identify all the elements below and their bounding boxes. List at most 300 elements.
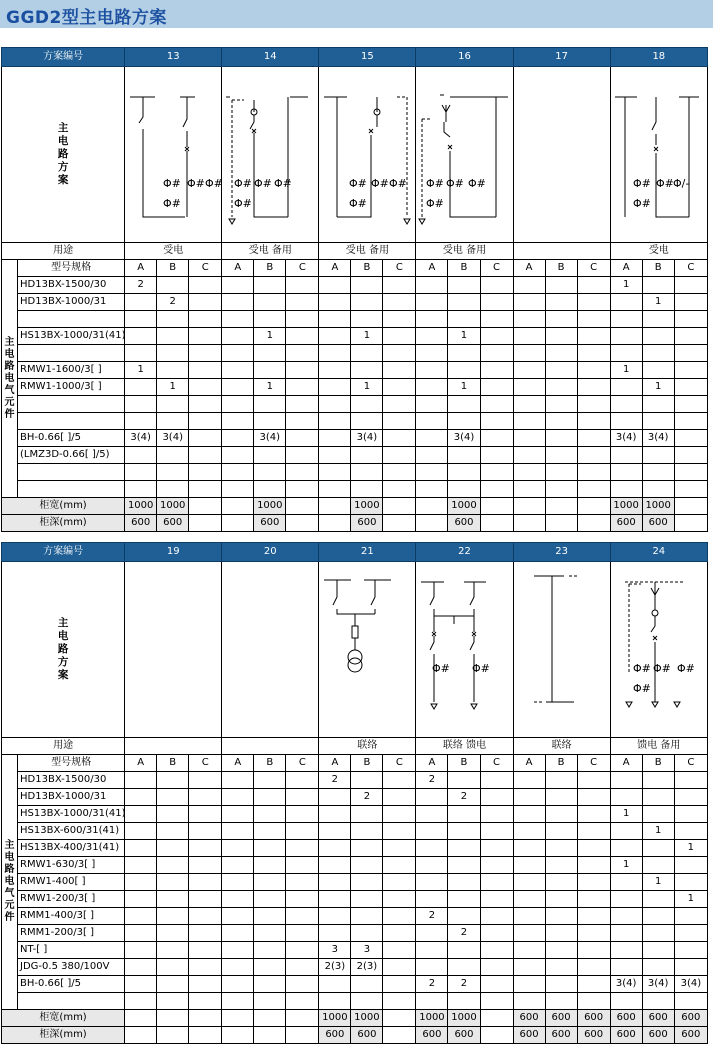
ct-symbol: Φ#	[468, 177, 487, 190]
cabinet-depth-value	[125, 1027, 157, 1044]
cabinet-depth-value: 600	[319, 1027, 351, 1044]
cabinet-depth-value: 600	[125, 515, 157, 532]
component-qty	[383, 481, 416, 498]
component-qty	[157, 362, 189, 379]
component-qty	[480, 942, 513, 959]
component-qty	[319, 311, 351, 328]
component-qty	[157, 277, 189, 294]
component-qty: 1	[254, 379, 286, 396]
component-qty	[254, 925, 286, 942]
component-qty	[189, 840, 222, 857]
phase-label: C	[674, 260, 707, 277]
component-qty	[545, 806, 577, 823]
component-qty	[416, 823, 448, 840]
component-qty	[642, 345, 674, 362]
phase-label: B	[351, 260, 383, 277]
component-qty	[254, 891, 286, 908]
component-qty: 1	[674, 840, 707, 857]
component-qty	[642, 277, 674, 294]
component-qty	[674, 857, 707, 874]
component-qty	[577, 328, 610, 345]
component-qty	[448, 840, 480, 857]
phase-header-row	[2, 260, 708, 277]
component-qty	[125, 925, 157, 942]
component-qty	[222, 430, 254, 447]
usage-value	[513, 243, 610, 260]
ct-symbol: Φ#	[632, 682, 651, 695]
cabinet-width-value: 1000	[351, 1010, 383, 1027]
circuit-diagram	[222, 67, 317, 239]
component-qty	[157, 993, 189, 1010]
component-qty	[286, 294, 319, 311]
component-qty	[254, 806, 286, 823]
component-qty	[351, 908, 383, 925]
terminal-symbol	[471, 704, 477, 709]
circuit-diagram-cell	[513, 562, 610, 738]
component-qty	[222, 311, 254, 328]
component-qty	[319, 789, 351, 806]
component-qty	[189, 447, 222, 464]
scheme-number-row	[2, 48, 708, 67]
circuit-diagram	[222, 562, 317, 734]
component-qty	[642, 840, 674, 857]
component-qty	[416, 379, 448, 396]
component-qty	[125, 379, 157, 396]
component-qty	[125, 840, 157, 857]
component-qty	[383, 908, 416, 925]
component-qty	[513, 447, 545, 464]
cabinet-depth-value	[416, 515, 448, 532]
component-qty	[383, 379, 416, 396]
component-qty	[642, 959, 674, 976]
component-qty	[610, 481, 642, 498]
phase-label: A	[513, 260, 545, 277]
component-qty	[577, 447, 610, 464]
cabinet-depth-value	[480, 1027, 513, 1044]
component-qty	[319, 328, 351, 345]
ct-symbol: Φ#	[234, 197, 253, 210]
component-qty	[610, 294, 642, 311]
component-qty	[513, 959, 545, 976]
circuit-diagram	[514, 67, 609, 239]
component-qty	[351, 481, 383, 498]
page-title-bar	[0, 0, 713, 28]
circuit-diagram	[611, 67, 706, 239]
component-qty: 1	[351, 379, 383, 396]
component-qty	[416, 464, 448, 481]
component-qty	[610, 413, 642, 430]
component-model	[18, 993, 125, 1010]
component-qty: 1	[642, 294, 674, 311]
component-qty	[319, 277, 351, 294]
ct-symbol: Φ#	[676, 662, 695, 675]
component-qty	[480, 464, 513, 481]
phase-label: A	[610, 260, 642, 277]
cabinet-depth-value	[189, 515, 222, 532]
phase-header-row	[2, 755, 708, 772]
component-qty	[577, 823, 610, 840]
cabinet-width-value: 1000	[448, 498, 480, 515]
component-qty	[513, 806, 545, 823]
component-qty	[480, 379, 513, 396]
component-qty	[189, 823, 222, 840]
usage-label: 用途	[2, 738, 125, 755]
component-qty	[513, 840, 545, 857]
component-qty	[383, 942, 416, 959]
circuit-line	[615, 97, 699, 217]
cabinet-width-label: 柜宽(mm)	[2, 1010, 125, 1027]
component-qty	[416, 925, 448, 942]
component-qty	[254, 447, 286, 464]
component-row	[2, 840, 708, 857]
scheme-number: 20	[222, 543, 319, 562]
component-qty	[610, 908, 642, 925]
component-qty	[416, 362, 448, 379]
phase-label: A	[319, 260, 351, 277]
scheme-number: 24	[610, 543, 707, 562]
scheme-number: 23	[513, 543, 610, 562]
component-row	[2, 413, 708, 430]
component-qty	[545, 396, 577, 413]
component-qty	[480, 294, 513, 311]
component-qty	[513, 976, 545, 993]
phase-label: A	[416, 260, 448, 277]
component-qty	[319, 976, 351, 993]
component-qty: 1	[674, 891, 707, 908]
circuit-line	[250, 115, 254, 129]
component-qty	[189, 891, 222, 908]
cabinet-depth-label: 柜深(mm)	[2, 1027, 125, 1044]
cabinet-depth-value	[222, 515, 254, 532]
component-qty	[286, 311, 319, 328]
component-qty	[189, 806, 222, 823]
component-qty	[222, 396, 254, 413]
component-qty	[383, 789, 416, 806]
component-model: RMM1-200/3[ ]	[18, 925, 125, 942]
component-qty	[577, 891, 610, 908]
component-qty	[416, 396, 448, 413]
component-row	[2, 772, 708, 789]
component-qty	[157, 857, 189, 874]
component-qty	[577, 772, 610, 789]
component-qty	[222, 413, 254, 430]
component-qty: 2	[416, 908, 448, 925]
cabinet-width-value: 1000	[125, 498, 157, 515]
component-qty	[222, 806, 254, 823]
component-qty	[383, 430, 416, 447]
component-qty: 2	[351, 789, 383, 806]
component-qty	[480, 806, 513, 823]
component-qty	[577, 806, 610, 823]
component-qty	[125, 345, 157, 362]
cabinet-width-value: 1000	[610, 498, 642, 515]
component-qty	[286, 379, 319, 396]
phase-label: C	[480, 755, 513, 772]
circuit-line	[324, 97, 377, 112]
phase-label: C	[189, 260, 222, 277]
cabinet-depth-value: 600	[610, 515, 642, 532]
component-qty	[254, 362, 286, 379]
phase-label: A	[416, 755, 448, 772]
component-qty	[351, 993, 383, 1010]
component-row	[2, 891, 708, 908]
component-qty	[189, 976, 222, 993]
component-qty: 3	[351, 942, 383, 959]
component-qty	[286, 345, 319, 362]
component-qty	[189, 430, 222, 447]
component-qty	[610, 328, 642, 345]
component-qty	[674, 294, 707, 311]
component-qty: 1	[448, 379, 480, 396]
component-row	[2, 942, 708, 959]
component-qty	[577, 481, 610, 498]
component-qty	[319, 413, 351, 430]
component-qty	[189, 277, 222, 294]
component-qty	[577, 925, 610, 942]
component-qty	[577, 413, 610, 430]
component-qty	[674, 908, 707, 925]
component-qty	[416, 891, 448, 908]
component-qty	[351, 857, 383, 874]
cabinet-width-value	[125, 1010, 157, 1027]
component-qty	[189, 772, 222, 789]
component-qty	[254, 840, 286, 857]
component-qty	[286, 908, 319, 925]
cabinet-depth-value: 600	[545, 1027, 577, 1044]
ct-symbol: Φ#	[254, 177, 273, 190]
ct-symbol: Φ#	[632, 177, 651, 190]
component-qty	[125, 993, 157, 1010]
component-qty	[610, 464, 642, 481]
phase-label: C	[383, 755, 416, 772]
component-qty	[125, 481, 157, 498]
ct-symbol: Φ#	[632, 662, 651, 675]
circuit-diagram-cell	[416, 562, 513, 738]
component-row	[2, 447, 708, 464]
cabinet-depth-value: 600	[254, 515, 286, 532]
component-qty	[351, 874, 383, 891]
component-qty	[222, 891, 254, 908]
component-qty	[513, 772, 545, 789]
component-qty	[513, 294, 545, 311]
component-qty	[610, 772, 642, 789]
cabinet-depth-value	[383, 1027, 416, 1044]
circuit-line	[369, 129, 373, 133]
component-model: HS13BX-1000/31(41)	[18, 328, 125, 345]
circuit-line	[653, 636, 657, 640]
component-model	[18, 481, 125, 498]
cabinet-depth-value: 600	[577, 1027, 610, 1044]
cabinet-width-value	[674, 498, 707, 515]
cabinet-width-value	[189, 1010, 222, 1027]
cabinet-width-value: 600	[674, 1010, 707, 1027]
circuit-diagram	[125, 562, 220, 734]
component-row	[2, 993, 708, 1010]
circuit-diagram-row	[2, 562, 708, 738]
component-qty	[480, 908, 513, 925]
component-qty	[189, 362, 222, 379]
component-qty	[545, 891, 577, 908]
circuit-diagram	[416, 562, 511, 734]
cabinet-depth-value	[383, 515, 416, 532]
component-qty	[222, 959, 254, 976]
component-qty	[480, 481, 513, 498]
component-qty	[351, 840, 383, 857]
component-qty	[513, 311, 545, 328]
component-qty	[222, 447, 254, 464]
cabinet-depth-value	[222, 1027, 254, 1044]
terminal-symbol	[431, 704, 437, 709]
usage-value: 受电 备用	[222, 243, 319, 260]
cabinet-width-value: 600	[610, 1010, 642, 1027]
component-qty	[545, 789, 577, 806]
component-qty	[674, 481, 707, 498]
component-qty	[157, 345, 189, 362]
scheme-number: 15	[319, 48, 416, 67]
component-qty: 1	[642, 823, 674, 840]
component-qty	[189, 481, 222, 498]
component-qty	[157, 447, 189, 464]
cabinet-depth-value	[189, 1027, 222, 1044]
components-label-text: 主电路电气元件	[4, 336, 15, 420]
usage-value: 联络 馈电	[416, 738, 513, 755]
component-qty	[513, 379, 545, 396]
component-qty	[351, 925, 383, 942]
cabinet-depth-value: 600	[674, 1027, 707, 1044]
component-qty	[319, 481, 351, 498]
component-qty	[125, 413, 157, 430]
component-qty	[222, 362, 254, 379]
component-qty	[189, 925, 222, 942]
cabinet-depth-value	[286, 515, 319, 532]
component-qty	[577, 976, 610, 993]
component-qty: 3(4)	[157, 430, 189, 447]
component-qty	[319, 464, 351, 481]
component-qty	[351, 362, 383, 379]
ct-symbol: Φ#	[187, 177, 206, 190]
component-qty	[610, 874, 642, 891]
cabinet-width-value: 600	[513, 1010, 545, 1027]
component-qty	[351, 806, 383, 823]
usage-value: 受电 备用	[319, 243, 416, 260]
component-qty	[577, 362, 610, 379]
component-qty	[642, 481, 674, 498]
usage-value	[125, 738, 222, 755]
component-qty: 2(3)	[319, 959, 351, 976]
component-qty	[513, 891, 545, 908]
main-circuit-label-text: 主电路方案	[57, 617, 69, 681]
cabinet-width-value: 600	[577, 1010, 610, 1027]
component-qty	[383, 891, 416, 908]
component-qty	[642, 464, 674, 481]
circuit-line	[440, 95, 508, 217]
component-qty	[222, 823, 254, 840]
component-qty	[448, 891, 480, 908]
component-qty	[545, 925, 577, 942]
scheme-number-row	[2, 543, 708, 562]
component-qty	[157, 789, 189, 806]
components-label	[2, 755, 18, 1010]
component-qty	[222, 772, 254, 789]
component-qty	[642, 328, 674, 345]
component-row	[2, 874, 708, 891]
component-qty	[222, 993, 254, 1010]
scheme-table-1	[1, 47, 708, 532]
component-qty	[254, 823, 286, 840]
component-qty	[577, 993, 610, 1010]
circuit-line	[185, 147, 189, 151]
ct-symbol: Φ#	[389, 177, 408, 190]
component-qty	[351, 891, 383, 908]
component-qty: 2	[448, 976, 480, 993]
cabinet-depth-value	[286, 1027, 319, 1044]
model-spec-label: 型号规格	[18, 260, 125, 277]
cabinet-width-value: 1000	[448, 1010, 480, 1027]
cabinet-depth-value: 600	[513, 1027, 545, 1044]
scheme-number-label: 方案编号	[2, 48, 125, 67]
cabinet-depth-value: 600	[157, 515, 189, 532]
component-qty	[222, 908, 254, 925]
usage-row	[2, 738, 708, 755]
component-qty	[319, 345, 351, 362]
component-qty	[383, 294, 416, 311]
component-qty: 1	[610, 857, 642, 874]
circuit-diagram-cell	[610, 562, 707, 738]
component-row	[2, 481, 708, 498]
circuit-diagram	[416, 67, 511, 239]
component-qty	[416, 430, 448, 447]
component-qty	[254, 481, 286, 498]
terminal-symbol	[674, 702, 680, 707]
cabinet-depth-value: 600	[642, 515, 674, 532]
component-qty	[545, 942, 577, 959]
component-qty	[610, 925, 642, 942]
component-qty	[157, 772, 189, 789]
component-qty	[416, 413, 448, 430]
component-row	[2, 277, 708, 294]
component-qty	[254, 857, 286, 874]
component-qty	[480, 362, 513, 379]
component-qty	[513, 925, 545, 942]
component-qty	[157, 891, 189, 908]
component-qty	[286, 362, 319, 379]
ct-symbol: Φ#	[234, 177, 253, 190]
component-qty	[383, 823, 416, 840]
component-model	[18, 464, 125, 481]
terminal-symbol	[626, 702, 632, 707]
component-qty	[383, 311, 416, 328]
component-qty	[286, 277, 319, 294]
component-model: HD13BX-1500/30	[18, 277, 125, 294]
component-qty	[577, 959, 610, 976]
component-qty	[416, 294, 448, 311]
component-qty	[157, 874, 189, 891]
phase-label: C	[480, 260, 513, 277]
component-qty	[642, 908, 674, 925]
component-model: RMM1-400/3[ ]	[18, 908, 125, 925]
component-qty	[545, 277, 577, 294]
circuit-line	[432, 632, 436, 636]
component-qty	[351, 447, 383, 464]
component-qty	[286, 993, 319, 1010]
component-qty	[189, 379, 222, 396]
component-row	[2, 908, 708, 925]
component-qty	[642, 925, 674, 942]
component-qty	[383, 993, 416, 1010]
component-qty	[416, 840, 448, 857]
ct-symbol: Φ#	[371, 177, 390, 190]
component-qty: 2	[416, 976, 448, 993]
